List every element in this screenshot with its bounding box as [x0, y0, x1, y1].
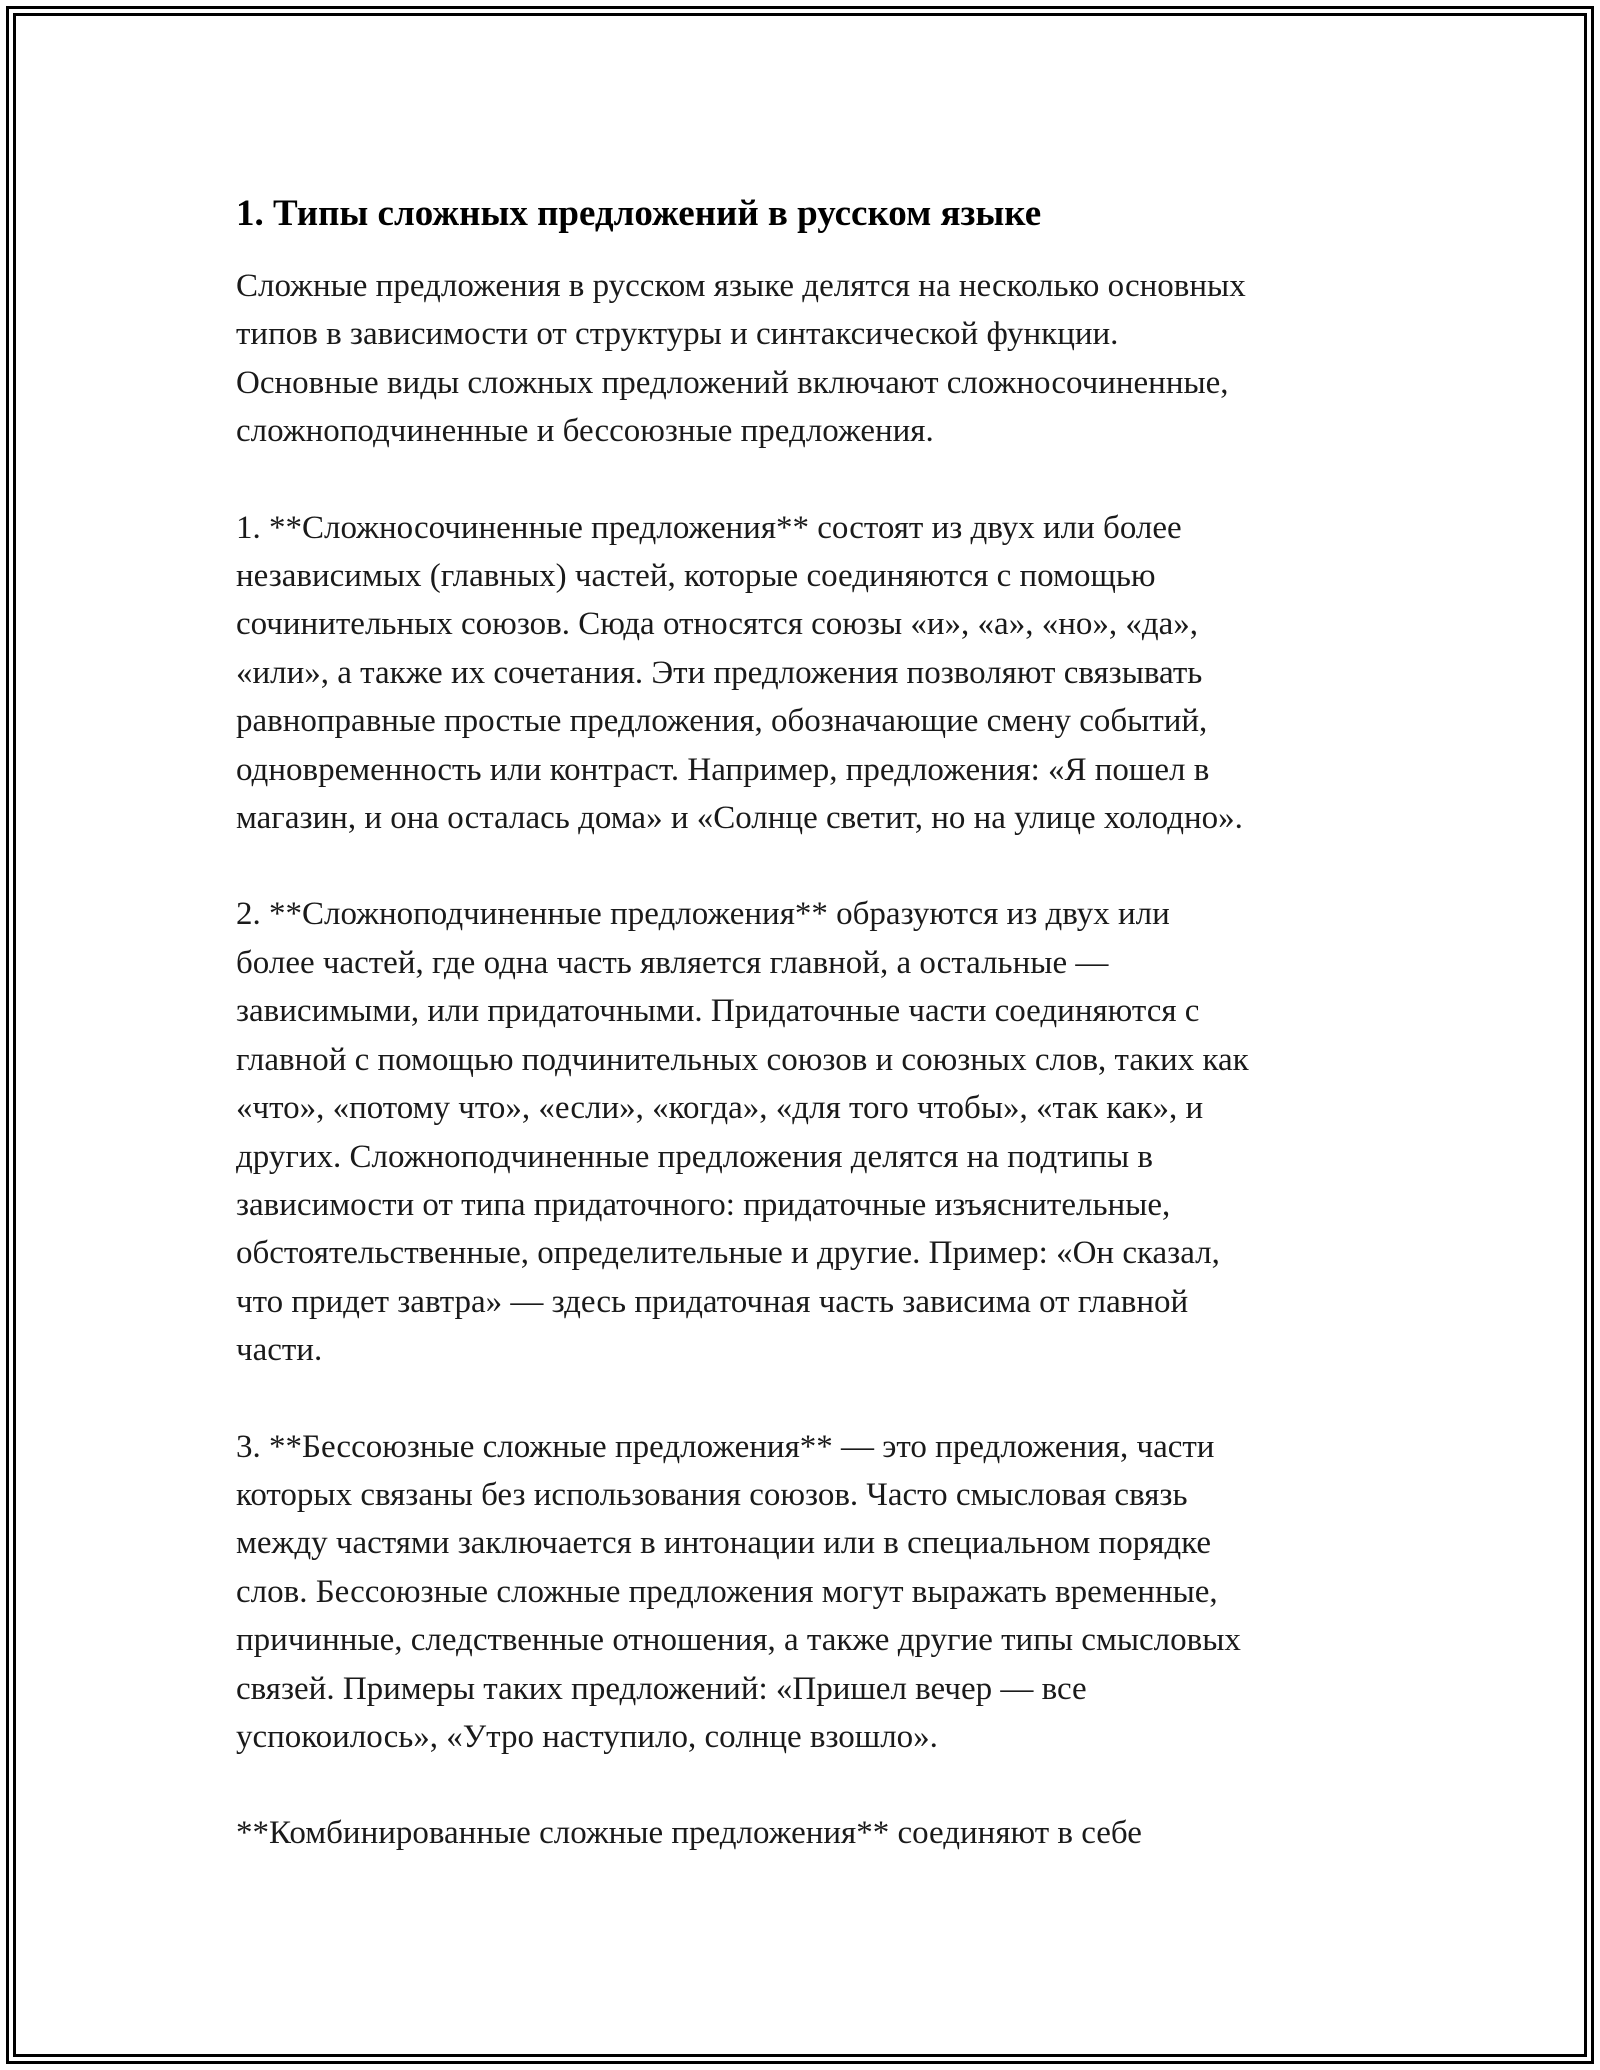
paragraph-intro: Сложные предложения в русском языке делятся на несколько основных типов в зависимости от структуры и синтаксической функции. Основные виды сложных предложений включают сложносочиненные, сложноподчиненные и бессоюзные предложения.	[236, 268, 1246, 450]
paragraph-compound-sentences: 1. **Сложносочиненные предложения** состоят из двух или более независимых (главных) частей, которые соединяются с помощью сочинительных союзов. Сюда относятся союзы «и», «а», «но», «да», «или», а также их сочетания. Эти предложения позволяют связывать равноправные простые предложения, обозначающие смену событий, одновременность или контраст. Например, предложения: «Я пошел в магазин, и она осталась дома» и «Солнце светит, но на улице холодно».	[236, 509, 1243, 837]
paragraph-combined-sentences: **Комбинированные сложные предложения** соединяют в себе	[236, 1815, 1142, 1852]
document-title: 1. Типы сложных предложений в русском языке	[236, 193, 1042, 234]
document-body	[236, 186, 1396, 1858]
paragraph-complex-sentences: 2. **Сложноподчиненные предложения** образуются из двух или более частей, где одна часть является главной, а остальные — зависимыми, или придаточными. Придаточные части соединяются с главной с помощью подчинительных союзов и союзных слов, таких как «что», «потому что», «если», «когда», «для того чтобы», «так как», и других. Сложноподчиненные предложения делятся на подтипы в зависимости от типа придаточного: придаточные изъяснительные, обстоятельственные, определительные и другие. Пример: «Он сказал, что придет завтра» — здесь придаточная часть зависима от главной части.	[236, 896, 1249, 1369]
paragraph-asyndetic-sentences: 3. **Бессоюзные сложные предложения** — это предложения, части которых связаны без использования союзов. Часто смысловая связь между частями заключается в интонации или в специальном порядке слов. Бессоюзные сложные предложения могут выражать временные, причинные, следственные отношения, а также другие типы смысловых связей. Примеры таких предложений: «Пришел вечер — все успокоилось», «Утро наступило, солнце взошло».	[236, 1428, 1241, 1755]
